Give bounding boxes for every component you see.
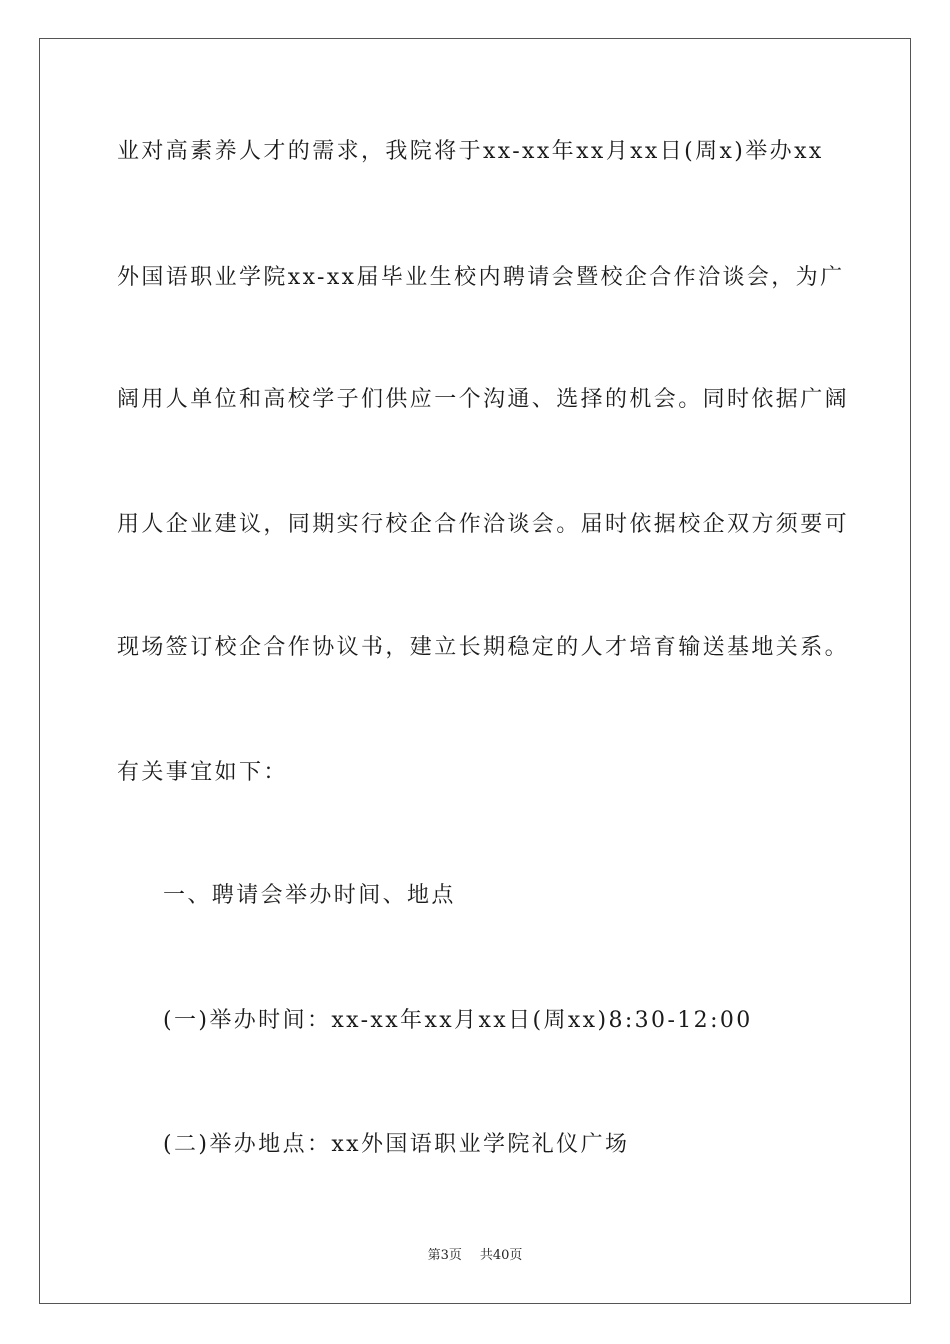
page-border bbox=[39, 38, 911, 1304]
event-location: (二)举办地点：xx外国语职业学院礼仪广场 bbox=[163, 1132, 630, 1157]
page-number: 第3页 bbox=[427, 1248, 462, 1263]
paragraph-line-1: 业对高素养人才的需求，我院将于xx-xx年xx月xx日(周x)举办xx bbox=[117, 139, 824, 164]
total-pages: 共40页 bbox=[479, 1248, 523, 1263]
paragraph-line-4: 用人企业建议，同期实行校企合作洽谈会。届时依据校企双方须要可 bbox=[117, 512, 850, 537]
paragraph-line-5: 现场签订校企合作协议书，建立长期稳定的人才培育输送基地关系。 bbox=[117, 635, 850, 660]
paragraph-line-3: 阔用人单位和高校学子们供应一个沟通、选择的机会。同时依据广阔 bbox=[117, 387, 850, 412]
event-time: (一)举办时间：xx-xx年xx月xx日(周xx)8:30-12:00 bbox=[163, 1008, 753, 1033]
paragraph-line-6: 有关事宜如下： bbox=[117, 760, 288, 785]
paragraph-line-2: 外国语职业学院xx-xx届毕业生校内聘请会暨校企合作洽谈会，为广 bbox=[117, 265, 845, 290]
section-heading: 一、聘请会举办时间、地点 bbox=[163, 883, 456, 908]
page-footer bbox=[0, 1249, 950, 1262]
